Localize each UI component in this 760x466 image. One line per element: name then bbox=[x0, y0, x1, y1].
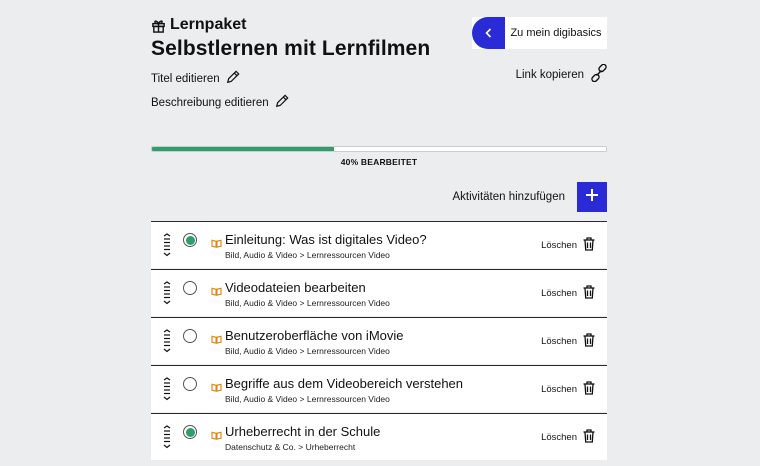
activity-subcategory: Lernressourcen Video bbox=[306, 250, 390, 260]
activity-item bbox=[151, 317, 607, 364]
activity-title[interactable]: Benutzeroberfläche von iMovie bbox=[225, 328, 404, 343]
activity-title[interactable]: Einleitung: Was ist digitales Video? bbox=[225, 232, 427, 247]
link-icon bbox=[590, 64, 608, 85]
breadcrumb-separator: > bbox=[299, 298, 305, 308]
breadcrumb-separator: > bbox=[299, 346, 305, 356]
copy-link-label: Link kopieren bbox=[515, 68, 584, 81]
pencil-icon bbox=[226, 70, 240, 87]
activity-category: Datenschutz & Co. bbox=[225, 442, 296, 452]
book-icon bbox=[211, 379, 222, 397]
activity-title[interactable]: Urheberrecht in der Schule bbox=[225, 424, 381, 439]
activity-subcategory: Lernressourcen Video bbox=[306, 298, 390, 308]
add-activities-label: Aktivitäten hinzufügen bbox=[452, 191, 565, 203]
activity-breadcrumb bbox=[225, 394, 390, 404]
book-icon bbox=[211, 331, 222, 349]
drag-handle-icon[interactable] bbox=[162, 281, 172, 310]
activity-breadcrumb bbox=[225, 250, 390, 260]
activity-item bbox=[151, 413, 607, 460]
completion-radio[interactable] bbox=[183, 377, 197, 391]
breadcrumb-separator: > bbox=[299, 394, 305, 404]
activity-subcategory: Urheberrecht bbox=[305, 442, 356, 452]
chevron-left-icon bbox=[472, 17, 505, 49]
trash-icon bbox=[583, 429, 595, 446]
trash-icon bbox=[583, 381, 595, 398]
delete-label: Löschen bbox=[541, 432, 577, 443]
delete-label: Löschen bbox=[541, 336, 577, 347]
breadcrumb-separator: > bbox=[299, 250, 305, 260]
completion-radio[interactable] bbox=[183, 329, 197, 343]
progress-text: 40% BEARBEITET bbox=[340, 157, 418, 167]
trash-icon bbox=[583, 285, 595, 302]
edit-title-button[interactable] bbox=[151, 70, 240, 87]
pencil-icon bbox=[275, 94, 289, 111]
delete-button[interactable] bbox=[541, 333, 595, 350]
add-activities-row bbox=[452, 182, 607, 212]
package-label bbox=[151, 16, 246, 34]
activity-item bbox=[151, 221, 607, 268]
drag-handle-icon[interactable] bbox=[162, 329, 172, 358]
book-icon bbox=[211, 427, 222, 445]
trash-icon bbox=[583, 237, 595, 254]
gift-icon bbox=[151, 18, 166, 33]
delete-label: Löschen bbox=[541, 288, 577, 299]
back-to-digibasics-button[interactable] bbox=[472, 17, 607, 49]
copy-link-button[interactable] bbox=[516, 64, 608, 85]
completion-radio[interactable] bbox=[183, 425, 197, 439]
edit-description-button[interactable] bbox=[151, 94, 289, 111]
delete-label: Löschen bbox=[541, 240, 577, 251]
edit-description-label: Beschreibung editieren bbox=[151, 96, 269, 109]
activity-category: Bild, Audio & Video bbox=[225, 298, 298, 308]
activity-title[interactable]: Begriffe aus dem Videobereich verstehen bbox=[225, 376, 464, 391]
drag-handle-icon[interactable] bbox=[162, 233, 172, 262]
delete-button[interactable] bbox=[541, 285, 595, 302]
add-activity-button[interactable] bbox=[577, 182, 607, 212]
progress-bar-fill bbox=[152, 147, 334, 151]
edit-title-label: Titel editieren bbox=[151, 72, 220, 85]
progress-bar bbox=[151, 146, 607, 152]
delete-button[interactable] bbox=[541, 429, 595, 446]
activity-subcategory: Lernressourcen Video bbox=[306, 346, 390, 356]
delete-label: Löschen bbox=[541, 384, 577, 395]
activity-list bbox=[151, 221, 607, 461]
completion-radio[interactable] bbox=[183, 233, 197, 247]
delete-button[interactable] bbox=[541, 237, 595, 254]
activity-category: Bild, Audio & Video bbox=[225, 346, 298, 356]
breadcrumb-separator: > bbox=[298, 442, 304, 452]
activity-breadcrumb bbox=[225, 442, 355, 452]
activity-item bbox=[151, 365, 607, 412]
activity-breadcrumb bbox=[225, 346, 390, 356]
trash-icon bbox=[583, 333, 595, 350]
activity-title[interactable]: Videodateien bearbeiten bbox=[225, 280, 366, 295]
drag-handle-icon[interactable] bbox=[162, 377, 172, 406]
completion-radio[interactable] bbox=[183, 281, 197, 295]
activity-category: Bild, Audio & Video bbox=[225, 394, 298, 404]
book-icon bbox=[211, 235, 222, 253]
activity-subcategory: Lernressourcen Video bbox=[306, 394, 390, 404]
plus-icon bbox=[585, 188, 599, 207]
drag-handle-icon[interactable] bbox=[162, 425, 172, 454]
activity-category: Bild, Audio & Video bbox=[225, 250, 298, 260]
package-label-text: Lernpaket bbox=[170, 16, 247, 33]
book-icon bbox=[211, 283, 222, 301]
activity-item bbox=[151, 269, 607, 316]
activity-breadcrumb bbox=[225, 298, 390, 308]
back-button-label: Zu mein digibasics bbox=[510, 27, 602, 39]
page-title: Selbstlernen mit Lernfilmen bbox=[151, 37, 431, 60]
delete-button[interactable] bbox=[541, 381, 595, 398]
